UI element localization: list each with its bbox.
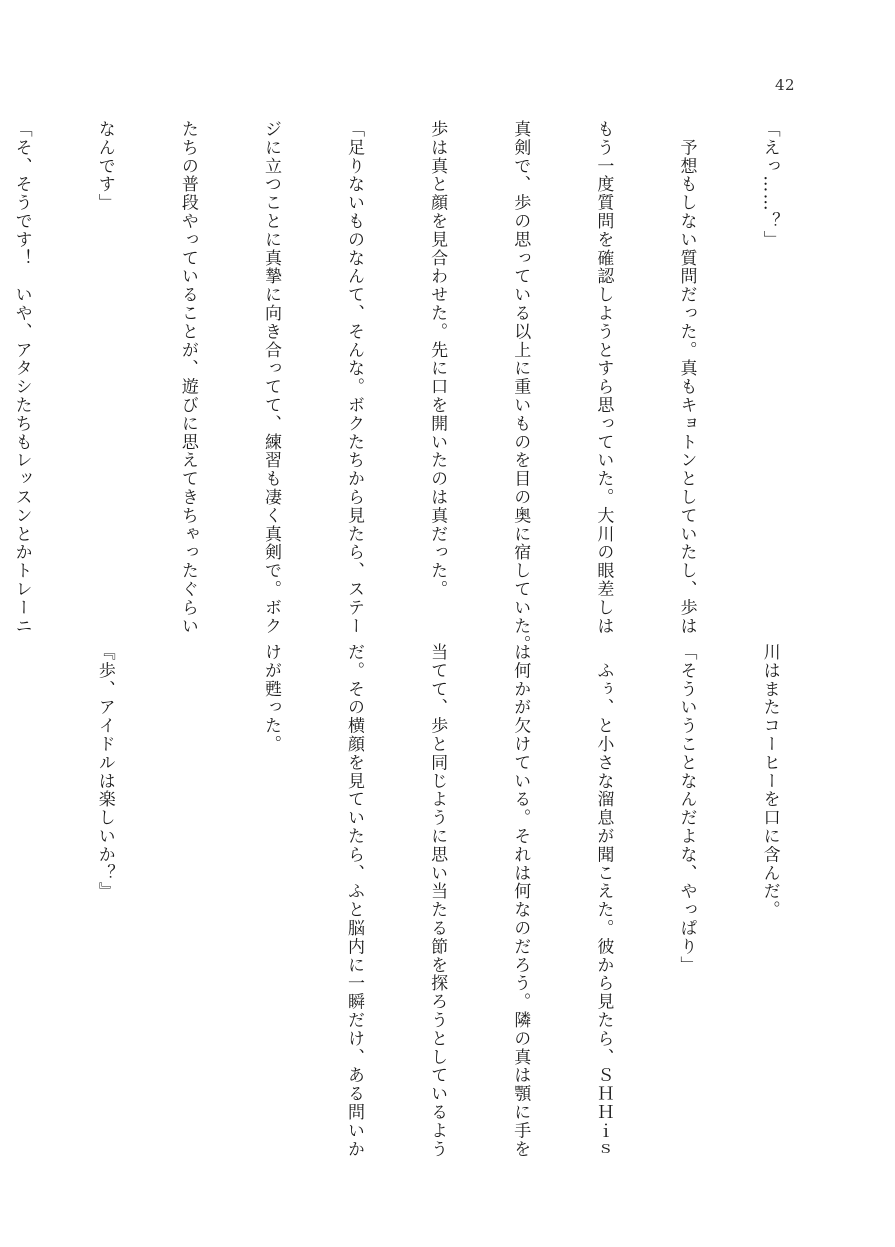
text-line: なんです」	[94, 120, 115, 212]
page-number: 42	[775, 76, 796, 94]
text-line: たちの普段やっていることが、遊びに思えてきちゃったぐらい	[177, 120, 198, 636]
text-line: けが甦った。	[260, 643, 281, 754]
text-line: 「そ、そうです！ いや、アタシたちもレッスンとかトレーニ	[11, 120, 32, 636]
bottom-text-block	[94, 643, 838, 1159]
text-line: 歩は真と顔を見合わせた。先に口を開いたのは真だった。	[427, 120, 448, 599]
text-line: 真剣で、歩の思っている以上に重いものを目の奥に宿していた。	[510, 120, 531, 654]
text-line: 川はまたコーヒーを口に含んだ。	[759, 643, 780, 919]
text-line: 「足りないものなんて、そんな。ボクたちから見たら、ステー	[344, 120, 365, 636]
text-line: 「えっ……？」	[759, 120, 780, 249]
blank-line	[173, 643, 201, 1143]
text-line: 予想もしない質問だった。真もキョトンとしていたし、歩は	[676, 120, 697, 636]
text-line: 「そういうことなんだよな、やっぱり」	[676, 643, 697, 975]
text-line: もう一度質問を確認しようとすら思っていた。大川の眼差しは	[593, 120, 614, 636]
blank-line	[7, 643, 35, 1143]
text-line: ジに立つことに真摯に向き合ってて、練習も凄く真剣で。ボク	[260, 120, 281, 636]
text-line: だ。その横顔を見ていたら、ふと脳内に一瞬だけ、ある問いか	[344, 643, 365, 1159]
text-line: 当てて、歩と同じように思い当たる節を探ろうとしているよう	[427, 643, 448, 1159]
text-line: は何かが欠けている。それは何なのだろう。隣の真は顎に手を	[510, 643, 531, 1159]
text-line: 『歩、アイドルは楽しいか？』	[94, 643, 115, 901]
text-line: ふぅ、と小さな溜息が聞こえた。彼から見たら、ＳＨＨｉｓ	[593, 643, 614, 1159]
top-text-block	[11, 120, 838, 654]
